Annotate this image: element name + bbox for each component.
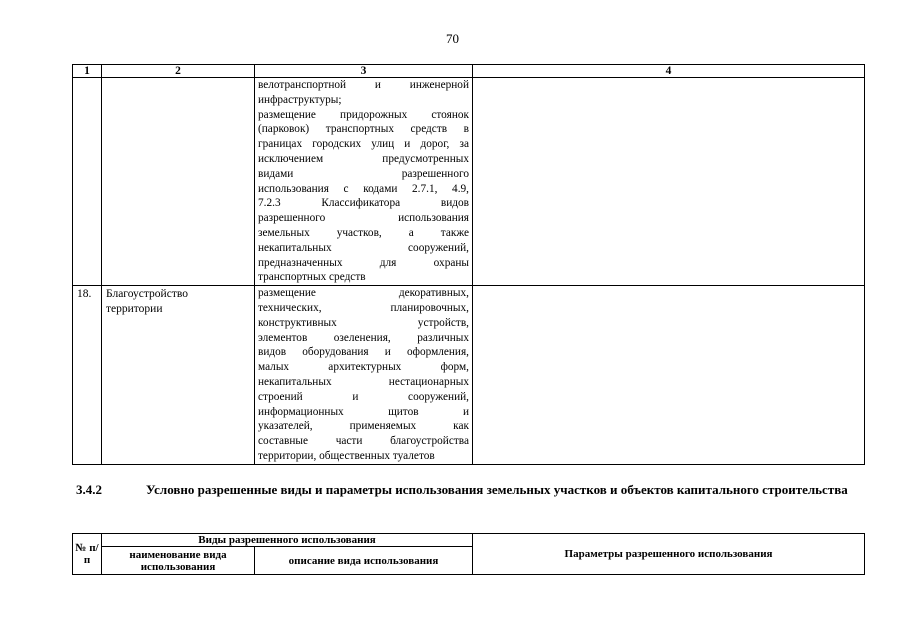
- use-description-cell: [255, 78, 473, 286]
- text-line: составные части благоустройства: [258, 435, 469, 448]
- use-name-cell: [102, 286, 255, 465]
- table-header-row: [73, 65, 865, 78]
- use-types-group-header: Виды разрешенного использования: [102, 534, 473, 547]
- text-line: некапитальных сооружений,: [258, 241, 469, 254]
- text-line: инфраструктуры;: [258, 93, 342, 106]
- column-header-2: 2: [102, 65, 255, 78]
- text-line: некапитальных нестационарных: [258, 375, 469, 388]
- text-line: малых архитектурных форм,: [258, 361, 469, 374]
- text-line: указателей, применяемых как: [258, 420, 469, 433]
- section-title: Условно разрешенные виды и параметры использования земельных участков и объектов капитального строительства: [146, 482, 848, 497]
- text-line: транспортных средств: [258, 271, 366, 284]
- text-line: 7.2.3 Классификатора видов: [258, 197, 469, 210]
- text-line: размещение придорожных стоянок: [258, 108, 469, 121]
- parameters-cell: [473, 286, 865, 465]
- text-line: исключением предусмотренных: [258, 152, 469, 165]
- parameters-column-header: Параметры разрешенного использования: [473, 534, 865, 575]
- table-row-continuation: [73, 78, 865, 286]
- use-description-column-header: описание вида использования: [255, 547, 473, 575]
- parameters-cell: [473, 78, 865, 286]
- column-header-1: 1: [73, 65, 102, 78]
- column-header-4: 4: [473, 65, 865, 78]
- text-line: территории: [106, 302, 163, 315]
- text-line: технических, планировочных,: [258, 301, 469, 314]
- text-line: земельных участков, а также: [258, 226, 469, 239]
- text-line: элементов озеленения, различных: [258, 331, 469, 344]
- text-line: велотранспортной и инженерной: [258, 79, 469, 91]
- text-line: информационных щитов и: [258, 405, 469, 418]
- text-line: границах городских улиц и дорог, за: [258, 138, 469, 151]
- column-header-3: 3: [255, 65, 473, 78]
- row-number-cell: [73, 78, 102, 286]
- text-line: Благоустройство: [106, 288, 188, 301]
- text-line: строений и сооружений,: [258, 390, 469, 403]
- use-description-cell: [255, 286, 473, 465]
- section-number: 3.4.2: [76, 482, 102, 497]
- use-name-cell: [102, 78, 255, 286]
- number-column-header: № п/п: [73, 534, 102, 575]
- text-line: разрешенного использования: [258, 212, 469, 225]
- text-line: использования с кодами 2.7.1, 4.9,: [258, 182, 469, 195]
- text-line: конструктивных устройств,: [258, 316, 469, 329]
- text-line: территории, общественных туалетов: [258, 449, 435, 462]
- page-number: 70: [446, 31, 459, 46]
- section-heading: [76, 481, 866, 498]
- table-row-18: [73, 286, 865, 465]
- use-name-column-header: наименование вида использования: [102, 547, 255, 575]
- text-line: видами разрешенного: [258, 167, 469, 180]
- conditional-use-table-header: [72, 533, 865, 575]
- land-use-table: [72, 64, 865, 465]
- text-line: видов оборудования и оформления,: [258, 346, 469, 359]
- row-number-cell: 18.: [73, 286, 102, 465]
- text-line: предназначенных для охраны: [258, 256, 469, 269]
- text-line: размещение декоративных,: [258, 287, 469, 300]
- text-line: (парковок) транспортных средств в: [258, 123, 469, 136]
